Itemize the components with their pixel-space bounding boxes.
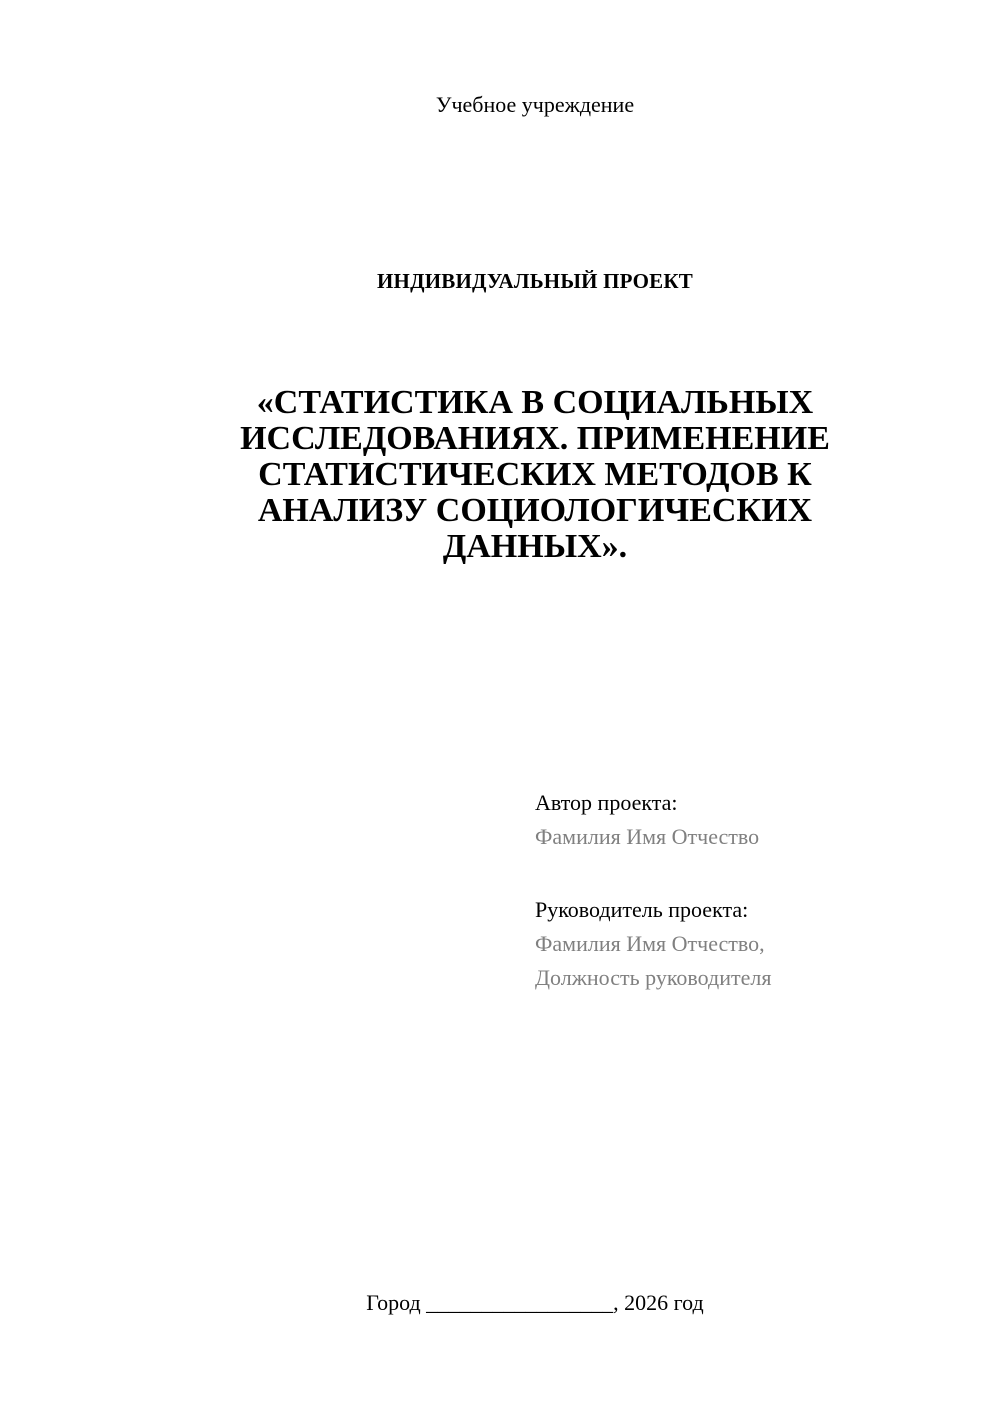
supervisor-name-placeholder: Фамилия Имя Отчество, xyxy=(535,931,765,956)
author-label: Автор проекта: xyxy=(535,790,678,815)
author-section xyxy=(535,786,975,854)
city-year-line: Город _________________, 2026 год xyxy=(366,1290,704,1315)
project-title: «СТАТИСТИКА В СОЦИАЛЬНЫХ ИССЛЕДОВАНИЯХ. ПРИМЕНЕНИЕ СТАТИСТИЧЕСКИХ МЕТОДОВ К АНАЛИЗУ СОЦИОЛОГИЧЕСКИХ ДАННЫХ». xyxy=(240,384,830,565)
supervisor-position-placeholder: Должность руководителя xyxy=(535,965,772,990)
supervisor-label: Руководитель проекта: xyxy=(535,897,749,922)
author-name-placeholder: Фамилия Имя Отчество xyxy=(535,824,760,849)
institution-name: Учебное учреждение xyxy=(435,92,635,117)
supervisor-section xyxy=(535,893,975,995)
project-type-heading: ИНДИВИДУАЛЬНЫЙ ПРОЕКТ xyxy=(377,269,693,293)
